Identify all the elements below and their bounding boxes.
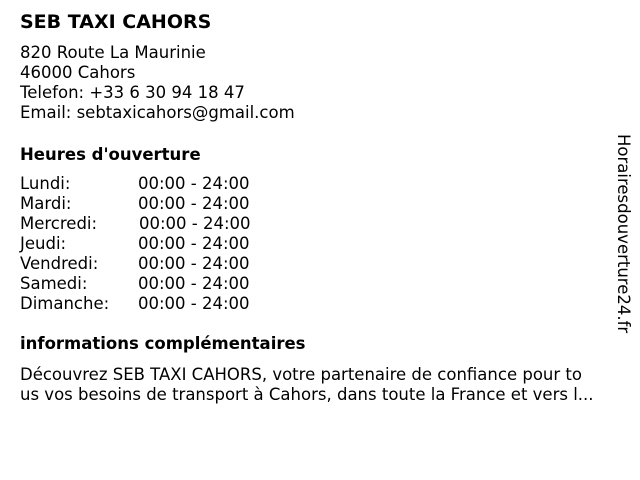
contact-block [20, 43, 295, 123]
hours-row-friday [20, 254, 280, 274]
site-watermark [611, 134, 635, 344]
hours-row-sunday [20, 294, 280, 314]
opening-hours-table [20, 174, 280, 314]
hours-row-saturday [20, 274, 280, 294]
time-range: 00:00 - 24:00 [138, 194, 250, 213]
address-street: 820 Route La Maurinie [20, 43, 206, 62]
time-range: 00:00 - 24:00 [138, 234, 250, 253]
description-line: Découvrez SEB TAXI CAHORS, votre partenaire de confiance pour to [20, 365, 582, 384]
day-label: Dimanche: [20, 294, 110, 313]
hours-row-monday [20, 174, 280, 194]
hours-row-wednesday [20, 214, 280, 234]
time-range: 00:00 - 24:00 [138, 254, 250, 273]
watermark-text: Horairesdouverture24.fr [614, 134, 633, 334]
day-label: Vendredi: [20, 254, 99, 273]
business-description [20, 365, 627, 405]
address-city: 46000 Cahors [20, 63, 136, 82]
day-label: Mercredi: [20, 214, 98, 233]
time-range: 00:00 - 24:00 [139, 214, 251, 233]
hours-row-tuesday [20, 194, 280, 214]
time-range: 00:00 - 24:00 [138, 294, 250, 313]
time-range: 00:00 - 24:00 [138, 274, 250, 293]
phone-number: Telefon: +33 6 30 94 18 47 [20, 83, 245, 102]
additional-info-heading: informations complémentaires [20, 334, 306, 353]
description-line: us vos besoins de transport à Cahors, dans toute la France et vers l... [20, 385, 594, 404]
day-label: Lundi: [20, 174, 71, 193]
day-label: Mardi: [20, 194, 72, 213]
day-label: Jeudi: [20, 234, 67, 253]
time-range: 00:00 - 24:00 [138, 174, 250, 193]
email-address: Email: sebtaxicahors@gmail.com [20, 103, 295, 122]
opening-hours-heading: Heures d'ouverture [20, 145, 201, 164]
hours-row-thursday [20, 234, 280, 254]
business-name: SEB TAXI CAHORS [20, 11, 212, 33]
day-label: Samedi: [20, 274, 88, 293]
